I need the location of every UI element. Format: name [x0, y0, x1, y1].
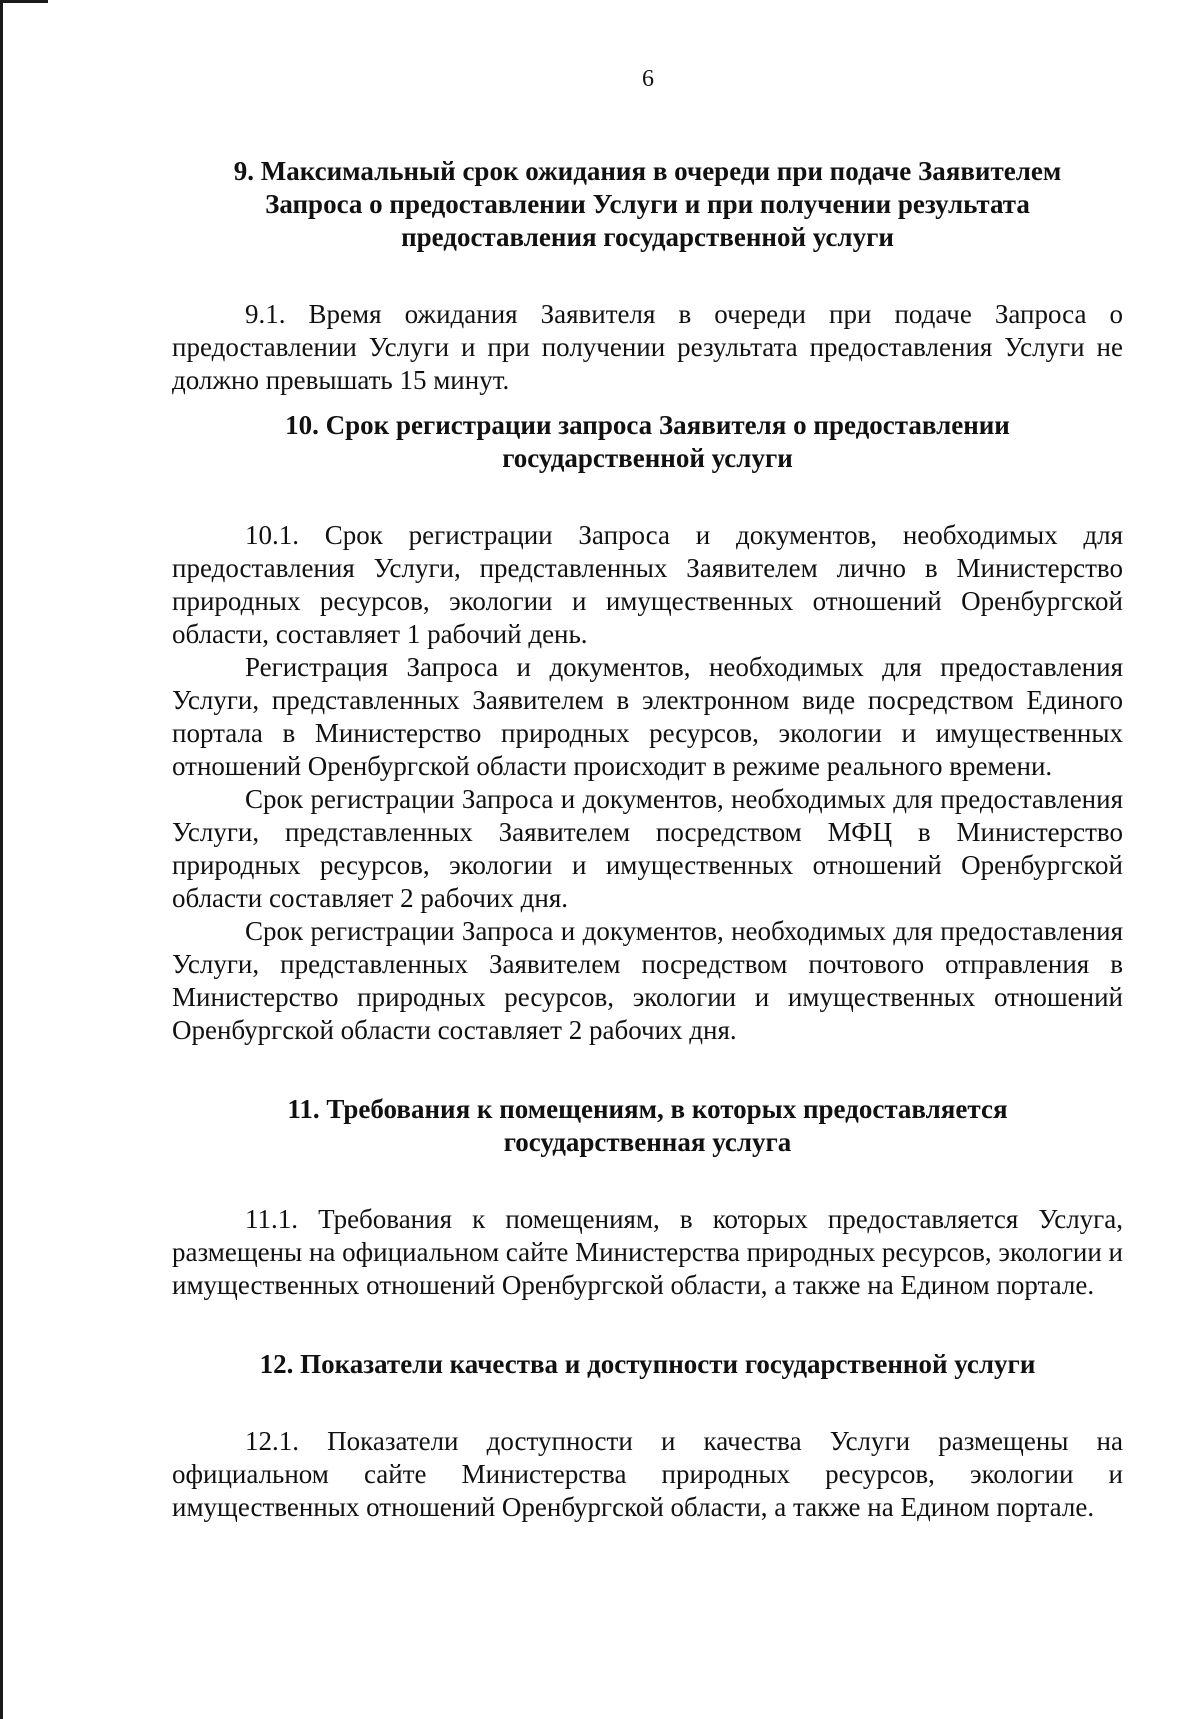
- section-10: [172, 409, 1123, 1047]
- paragraph: Срок регистрации Запроса и документов, необходимых для предоставления Услуги, представленных Заявителем посредством МФЦ в Министерство природных ресурсов, экологии и имущественных отношений Оренбургской области составляет 2 рабочих дня.: [172, 784, 1123, 913]
- scan-edge-left: [0, 0, 3, 1719]
- section-9: [172, 155, 1123, 397]
- page-number: 6: [642, 66, 654, 92]
- section-title: 9. Максимальный срок ожидания в очереди при подаче Заявителем Запроса о предоставлении Услуги и при получении результата предоставления государственной услуги: [233, 156, 1062, 252]
- section-title: 12. Показатели качества и доступности государственной услуги: [259, 1349, 1036, 1379]
- scan-edge-top: [0, 0, 48, 3]
- paragraph: 9.1. Время ожидания Заявителя в очереди при подаче Запроса о предоставлении Услуги и при получении результата предоставления Услуги не должно превышать 15 минут.: [172, 299, 1123, 395]
- paragraph: Срок регистрации Запроса и документов, необходимых для предоставления Услуги, представленных Заявителем посредством почтового отправления в Министерство природных ресурсов, экологии и имущественных отношений Оренбургской области составляет 2 рабочих дня.: [172, 916, 1123, 1045]
- section-title: 11. Требования к помещениям, в которых предоставляется государственная услуга: [287, 1094, 1008, 1157]
- paragraph: Регистрация Запроса и документов, необходимых для предоставления Услуги, представленных Заявителем в электронном виде посредством Единого портала в Министерство природных ресурсов, экологии и имущественных отношений Оренбургской области происходит в режиме реального времени.: [172, 652, 1123, 781]
- section-12: [172, 1348, 1123, 1524]
- section-title: 10. Срок регистрации запроса Заявителя о предоставлении государственной услуги: [285, 410, 1010, 473]
- document-body: [172, 155, 1123, 1524]
- paragraph: 11.1. Требования к помещениям, в которых предоставляется Услуга, размещены на официальном сайте Министерства природных ресурсов, экологии и имущественных отношений Оренбургской области, а также на Едином портале.: [172, 1204, 1123, 1300]
- section-11: [172, 1093, 1123, 1302]
- paragraph: 10.1. Срок регистрации Запроса и документов, необходимых для предоставления Услуги, представленных Заявителем лично в Министерство природных ресурсов, экологии и имущественных отношений Оренбургской области, составляет 1 рабочий день.: [172, 520, 1123, 649]
- paragraph: 12.1. Показатели доступности и качества Услуги размещены на официальном сайте Министерства природных ресурсов, экологии и имущественных отношений Оренбургской области, а также на Едином портале.: [172, 1426, 1123, 1522]
